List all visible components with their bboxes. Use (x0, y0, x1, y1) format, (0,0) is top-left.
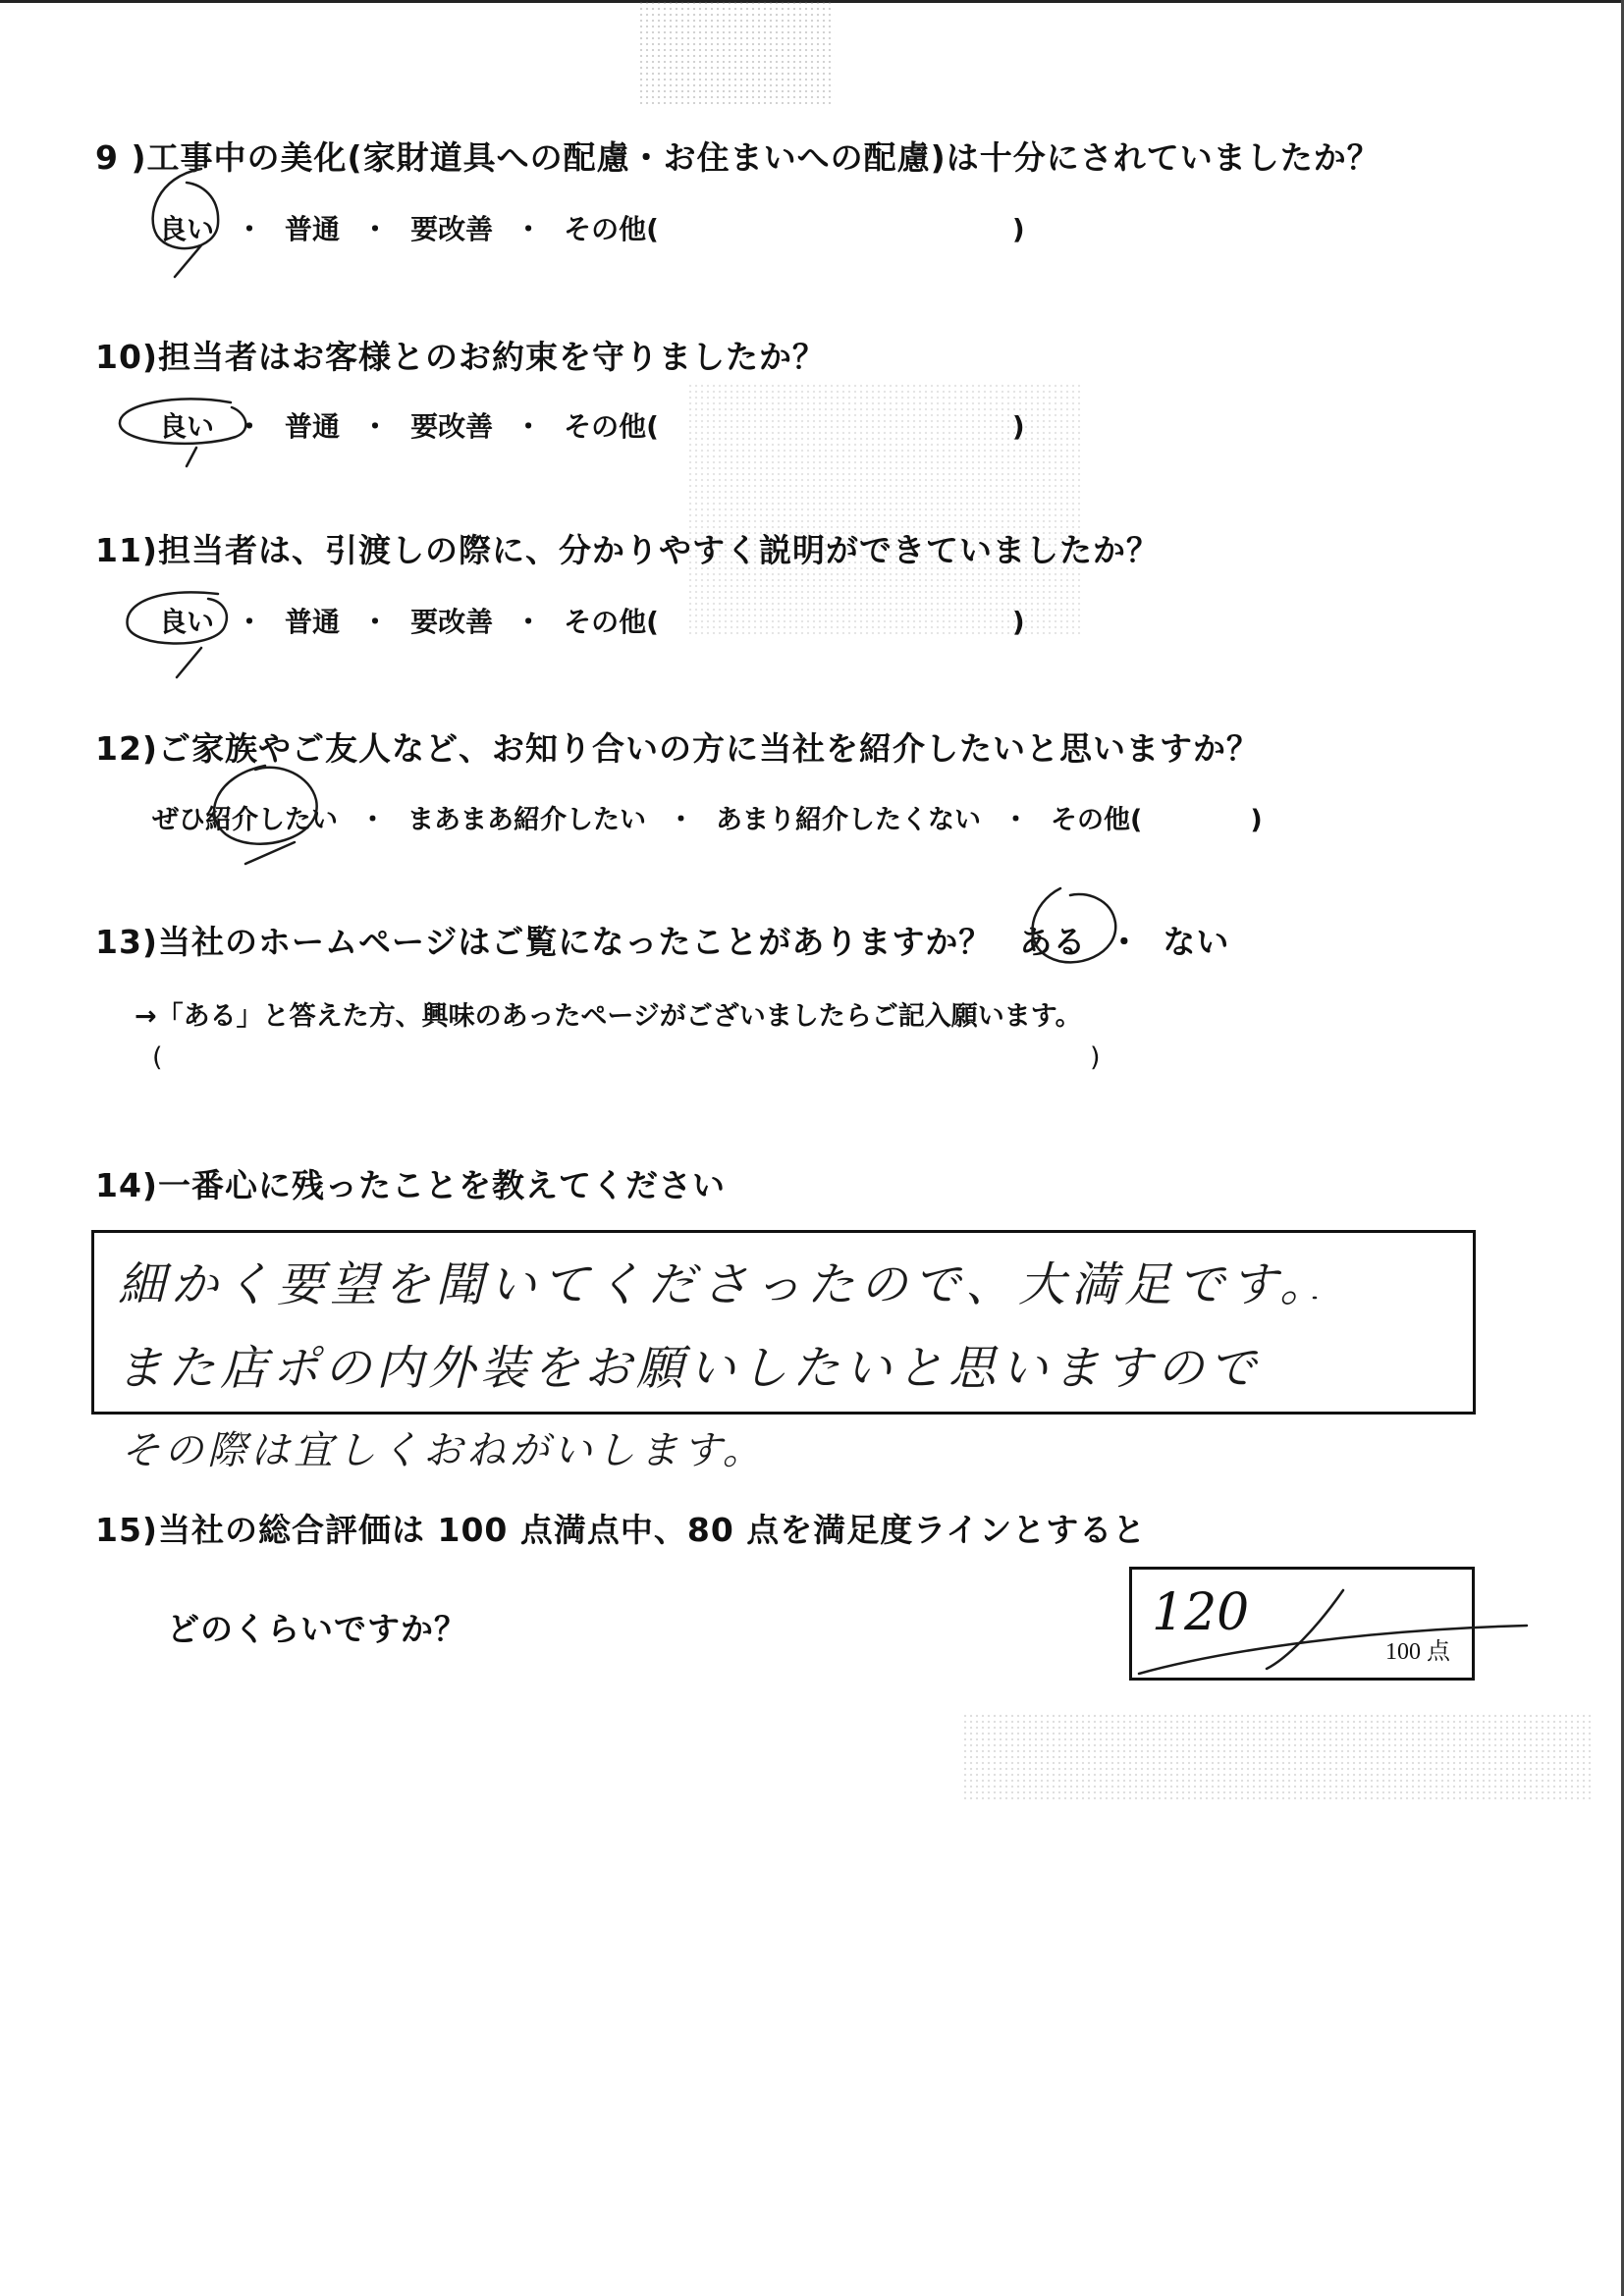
options-12: ぜひ紹介したい ・ まあまあ紹介したい ・ あまり紹介したくない ・ その他( ) (152, 798, 1263, 836)
score-underline-stroke (1139, 1626, 1527, 1674)
option-other[interactable]: その他( (564, 606, 659, 638)
option-no[interactable]: ない (1163, 923, 1230, 961)
option-good[interactable]: 良い (159, 410, 215, 443)
option-needs-improvement[interactable]: 要改善 (410, 213, 494, 245)
option-good[interactable]: 良い (159, 213, 215, 245)
circle-mark-q9 (153, 169, 219, 277)
q14-answer-line-2: また店ポの内外装をお願いしたいと思いますので (116, 1341, 1262, 1396)
option-somewhat-recommend[interactable]: まあまあ紹介したい (407, 805, 646, 835)
options-9: 良い ・ 普通 ・ 要改善 ・ その他( ) (159, 208, 1025, 247)
circle-mark-q10 (120, 399, 245, 466)
question-14: 14)一番心に残ったことを教えてください (95, 1166, 727, 1204)
option-normal[interactable]: 普通 (285, 606, 341, 638)
option-other[interactable]: その他( (1051, 805, 1143, 835)
question-15: 15)当社の総合評価は 100 点満点中、80 点を満足度ラインとすると (95, 1511, 1147, 1549)
question-13: 13)当社のホームページはご覧になったことがありますか？ ある ・ ない (95, 917, 1229, 963)
score-unit: 100 点 (1385, 1639, 1450, 1665)
question-10: 10)担当者はお客様とのお約束を守りましたか？ (95, 338, 827, 376)
q13-input-open-paren: ( (152, 1042, 163, 1073)
other-close-paren: ) (1011, 213, 1025, 245)
other-close-paren: ) (1011, 410, 1025, 443)
question-15-line-2: どのくらいですか？ (167, 1610, 467, 1648)
circle-mark-q13 (1032, 888, 1115, 962)
option-definitely-recommend[interactable]: ぜひ紹介したい (152, 805, 338, 835)
option-needs-improvement[interactable]: 要改善 (410, 606, 494, 638)
other-close-paren: ) (1011, 606, 1025, 638)
q14-answer-line-1: 細かく要望を聞いてくださったので、大満足です。 (118, 1257, 1333, 1312)
option-other[interactable]: その他( (564, 213, 659, 245)
option-other[interactable]: その他( (564, 410, 659, 443)
option-not-really-recommend[interactable]: あまり紹介したくない (716, 805, 981, 835)
q14-answer-line-3: その際は宜しくおねがいします。 (121, 1428, 766, 1473)
option-normal[interactable]: 普通 (285, 213, 341, 245)
question-12: 12)ご家族やご友人など、お知り合いの方に当社を紹介したいと思いますか？ (95, 729, 1261, 768)
score-value: 120 (1152, 1583, 1250, 1642)
question-13-text: 13)当社のホームページはご覧になったことがありますか？ (95, 923, 993, 961)
option-good[interactable]: 良い (159, 606, 215, 638)
option-needs-improvement[interactable]: 要改善 (410, 410, 494, 443)
options-11: 良い ・ 普通 ・ 要改善 ・ その他( ) (159, 601, 1025, 640)
circle-mark-q12 (214, 766, 317, 864)
q13-followup-note: →「ある」と答えた方、興味のあったページがございましたらご記入願います。 (135, 1001, 1082, 1032)
options-10: 良い ・ 普通 ・ 要改善 ・ その他( ) (159, 405, 1025, 445)
circle-mark-q11 (128, 592, 227, 677)
option-yes[interactable]: ある (1019, 923, 1087, 961)
question-11: 11)担当者は、引渡しの際に、分かりやすく説明ができていましたか？ (95, 531, 1161, 569)
score-slash-stroke (1267, 1590, 1343, 1669)
q13-input-close-paren: ) (1090, 1042, 1101, 1073)
question-9: 9 )工事中の美化(家財道具への配慮・お住まいへの配慮)は十分にされていましたか？ (95, 138, 1380, 177)
other-close-paren: ) (1250, 805, 1263, 835)
option-normal[interactable]: 普通 (285, 410, 341, 443)
